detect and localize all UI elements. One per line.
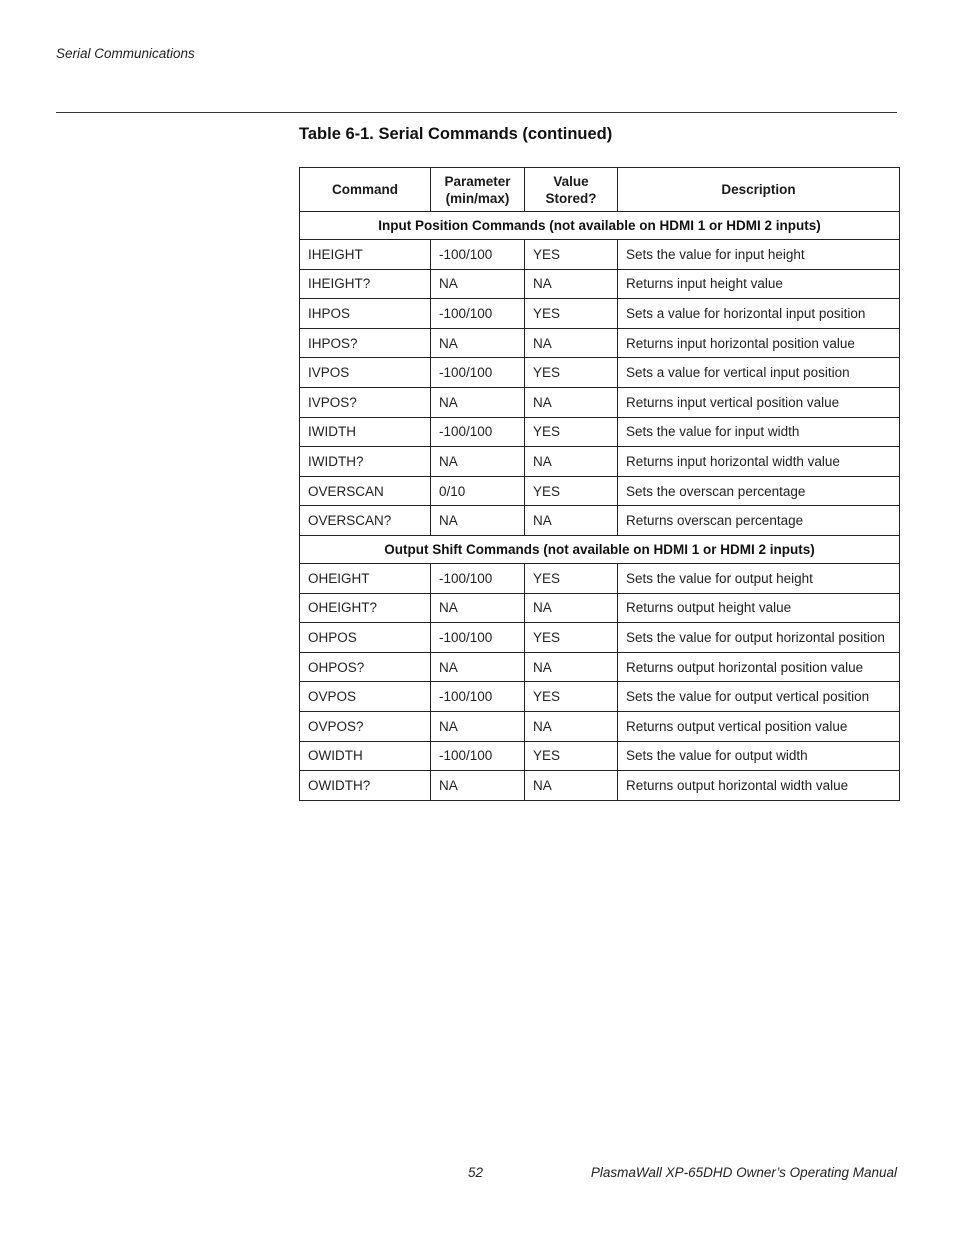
cell-parameter: NA bbox=[431, 387, 525, 417]
cell-value-stored: YES bbox=[525, 682, 618, 712]
section-row bbox=[300, 535, 900, 563]
page-number: 52 bbox=[468, 1165, 484, 1180]
cell-description: Returns output horizontal position value bbox=[618, 652, 900, 682]
table-title: Table 6-1. Serial Commands (continued) bbox=[299, 125, 613, 143]
cell-description: Sets the value for input height bbox=[618, 240, 900, 270]
cell-description: Sets a value for vertical input position bbox=[618, 358, 900, 388]
header-command: Command bbox=[300, 168, 431, 212]
table-row bbox=[300, 269, 900, 299]
cell-value-stored: YES bbox=[525, 623, 618, 653]
table-row bbox=[300, 771, 900, 801]
cell-value-stored: NA bbox=[525, 593, 618, 623]
cell-description: Sets the value for output height bbox=[618, 563, 900, 593]
table-row bbox=[300, 358, 900, 388]
table-row bbox=[300, 593, 900, 623]
cell-command: IVPOS? bbox=[300, 387, 431, 417]
cell-description: Returns input horizontal width value bbox=[618, 447, 900, 477]
cell-parameter: -100/100 bbox=[431, 623, 525, 653]
cell-value-stored: YES bbox=[525, 240, 618, 270]
cell-command: IVPOS bbox=[300, 358, 431, 388]
cell-command: OVERSCAN bbox=[300, 476, 431, 506]
cell-value-stored: NA bbox=[525, 387, 618, 417]
cell-value-stored: YES bbox=[525, 476, 618, 506]
cell-value-stored: YES bbox=[525, 299, 618, 329]
header-description: Description bbox=[618, 168, 900, 212]
table-row bbox=[300, 623, 900, 653]
cell-parameter: -100/100 bbox=[431, 417, 525, 447]
cell-command: OWIDTH bbox=[300, 741, 431, 771]
cell-command: IHPOS? bbox=[300, 328, 431, 358]
cell-description: Returns input height value bbox=[618, 269, 900, 299]
table-row bbox=[300, 447, 900, 477]
running-head: Serial Communications bbox=[56, 46, 195, 61]
table-row bbox=[300, 682, 900, 712]
cell-parameter: -100/100 bbox=[431, 741, 525, 771]
cell-command: OWIDTH? bbox=[300, 771, 431, 801]
table-row bbox=[300, 387, 900, 417]
header-parameter: Parameter (min/max) bbox=[431, 168, 525, 212]
cell-value-stored: YES bbox=[525, 563, 618, 593]
cell-command: IWIDTH bbox=[300, 417, 431, 447]
cell-command: IHPOS bbox=[300, 299, 431, 329]
table-row bbox=[300, 299, 900, 329]
section-title: Input Position Commands (not available on HDMI 1 or HDMI 2 inputs) bbox=[300, 212, 900, 240]
cell-description: Returns input horizontal position value bbox=[618, 328, 900, 358]
table-row bbox=[300, 652, 900, 682]
cell-parameter: NA bbox=[431, 328, 525, 358]
cell-description: Returns output height value bbox=[618, 593, 900, 623]
cell-parameter: -100/100 bbox=[431, 682, 525, 712]
cell-command: OVPOS bbox=[300, 682, 431, 712]
cell-value-stored: NA bbox=[525, 652, 618, 682]
header-rule bbox=[56, 112, 897, 113]
cell-value-stored: NA bbox=[525, 506, 618, 536]
section-row bbox=[300, 212, 900, 240]
serial-commands-table bbox=[299, 167, 900, 801]
table-row bbox=[300, 240, 900, 270]
table-row bbox=[300, 741, 900, 771]
header-value-stored: Value Stored? bbox=[525, 168, 618, 212]
cell-parameter: NA bbox=[431, 652, 525, 682]
cell-parameter: NA bbox=[431, 506, 525, 536]
cell-command: IHEIGHT bbox=[300, 240, 431, 270]
cell-parameter: 0/10 bbox=[431, 476, 525, 506]
cell-value-stored: NA bbox=[525, 328, 618, 358]
cell-command: OHPOS bbox=[300, 623, 431, 653]
cell-description: Sets the value for output width bbox=[618, 741, 900, 771]
cell-parameter: NA bbox=[431, 771, 525, 801]
cell-parameter: -100/100 bbox=[431, 358, 525, 388]
cell-value-stored: NA bbox=[525, 711, 618, 741]
cell-value-stored: NA bbox=[525, 447, 618, 477]
cell-parameter: -100/100 bbox=[431, 240, 525, 270]
section-title: Output Shift Commands (not available on HDMI 1 or HDMI 2 inputs) bbox=[300, 535, 900, 563]
cell-description: Returns overscan percentage bbox=[618, 506, 900, 536]
cell-parameter: NA bbox=[431, 593, 525, 623]
cell-value-stored: YES bbox=[525, 417, 618, 447]
cell-value-stored: YES bbox=[525, 741, 618, 771]
cell-parameter: -100/100 bbox=[431, 563, 525, 593]
table-row bbox=[300, 506, 900, 536]
table-row bbox=[300, 563, 900, 593]
cell-parameter: NA bbox=[431, 269, 525, 299]
cell-command: OVPOS? bbox=[300, 711, 431, 741]
cell-description: Returns output horizontal width value bbox=[618, 771, 900, 801]
cell-value-stored: YES bbox=[525, 358, 618, 388]
cell-command: OHEIGHT? bbox=[300, 593, 431, 623]
cell-description: Sets the value for input width bbox=[618, 417, 900, 447]
cell-description: Returns input vertical position value bbox=[618, 387, 900, 417]
footer-manual-title: PlasmaWall XP-65DHD Owner’s Operating Manual bbox=[590, 1165, 897, 1180]
cell-description: Sets a value for horizontal input position bbox=[618, 299, 900, 329]
cell-parameter: NA bbox=[431, 447, 525, 477]
table-row bbox=[300, 328, 900, 358]
cell-parameter: -100/100 bbox=[431, 299, 525, 329]
table-row bbox=[300, 711, 900, 741]
table-row bbox=[300, 476, 900, 506]
cell-description: Sets the value for output horizontal position bbox=[618, 623, 900, 653]
cell-description: Returns output vertical position value bbox=[618, 711, 900, 741]
cell-command: IWIDTH? bbox=[300, 447, 431, 477]
cell-command: OHEIGHT bbox=[300, 563, 431, 593]
table-row bbox=[300, 417, 900, 447]
table-header-row bbox=[300, 168, 900, 212]
cell-value-stored: NA bbox=[525, 771, 618, 801]
cell-value-stored: NA bbox=[525, 269, 618, 299]
cell-command: IHEIGHT? bbox=[300, 269, 431, 299]
table-body bbox=[300, 212, 900, 801]
cell-description: Sets the value for output vertical position bbox=[618, 682, 900, 712]
cell-description: Sets the overscan percentage bbox=[618, 476, 900, 506]
cell-command: OVERSCAN? bbox=[300, 506, 431, 536]
cell-command: OHPOS? bbox=[300, 652, 431, 682]
cell-parameter: NA bbox=[431, 711, 525, 741]
